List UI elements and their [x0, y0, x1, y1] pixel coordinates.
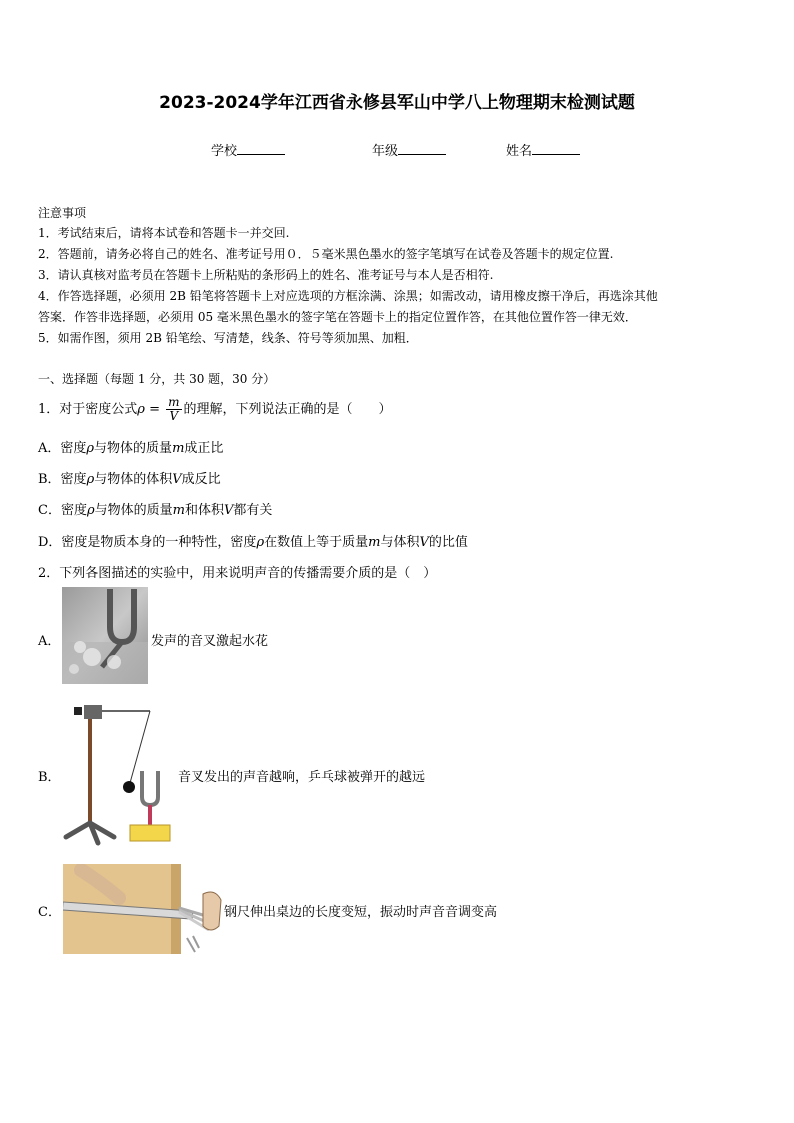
question-1	[38, 396, 392, 423]
q1-option-d[interactable]	[38, 531, 468, 550]
question-2: 2．下列各图描述的实验中，用来说明声音的传播需要介质的是（ ）	[38, 566, 437, 581]
q1-a-mid: 与物体的质量	[94, 441, 173, 456]
notice-heading: 注意事项	[38, 206, 87, 220]
q1-c-mid2: 和体积	[184, 503, 224, 518]
q1-frac-num: m	[168, 395, 180, 409]
q2-option-b-label[interactable]: B．	[38, 770, 61, 785]
q1-d-sym3: V	[419, 535, 429, 550]
tuning-fork-water-image	[62, 587, 148, 684]
name-blank[interactable]	[532, 142, 580, 155]
q1-option-b[interactable]	[38, 468, 221, 487]
q2-option-a-label[interactable]: A．	[38, 634, 61, 649]
q1-frac-den: V	[169, 409, 179, 423]
q1-d-mid2: 与体积	[380, 535, 420, 550]
q1-d-sym2: m	[368, 535, 381, 550]
pendulum-tuning-fork-image	[62, 697, 174, 849]
q1-c-sym2: m	[172, 503, 185, 518]
q1-c-sym3: V	[223, 503, 234, 518]
name-field	[506, 140, 580, 159]
q1-a-sym2: m	[172, 441, 185, 456]
q1-c-label: C．密度	[38, 503, 87, 518]
notice-item-1: 1．考试结束后，请将本试卷和答题卡一并交回.	[38, 226, 290, 240]
school-blank[interactable]	[237, 142, 285, 155]
q1-fraction	[166, 396, 181, 423]
q1-b-end: 成反比	[181, 472, 221, 487]
q1-b-label: B．密度	[38, 472, 87, 487]
notice-item-3: 3．请认真核对监考员在答题卡上所粘贴的条形码上的姓名、准考证号与本人是否相符.	[38, 268, 494, 282]
q1-a-label: A．密度	[38, 441, 87, 456]
q1-d-mid: 在数值上等于质量	[264, 535, 369, 550]
grade-field	[372, 140, 446, 159]
q1-rho: ρ	[137, 402, 145, 417]
notice-item-5: 5．如需作图，须用 2B 铅笔绘、写清楚，线条、符号等须加黑、加粗．	[38, 331, 418, 345]
ruler-table-image	[63, 864, 223, 954]
grade-label: 年级	[372, 144, 399, 159]
q1-option-a[interactable]	[38, 437, 223, 456]
page-title: 2023-2024学年江西省永修县军山中学八上物理期末检测试题	[159, 93, 635, 113]
q1-c-mid: 与物体的质量	[94, 503, 173, 518]
notice-item-4: 4．作答选择题，必须用 2B 铅笔将答题卡上对应选项的方框涂满、涂黑；如需改动，请用橡皮擦干净后，再选涂其他	[38, 289, 658, 303]
q2-option-c-text: 钢尺伸出桌边的长度变短，振动时声音音调变高	[224, 905, 498, 920]
school-label: 学校	[211, 144, 238, 159]
notice-item-2: 2．答题前，请务必将自己的姓名、准考证号用０．５毫米黑色墨水的签字笔填写在试卷及答题卡的规定位置.	[38, 247, 614, 261]
q1-c-end: 都有关	[233, 503, 273, 518]
notice-item-4-cont: 答案．作答非选择题，必须用 05 毫米黑色墨水的签字笔在答题卡上的指定位置作答，在其他位置作答一律无效．	[38, 310, 637, 324]
q1-a-sym1: ρ	[86, 441, 95, 456]
section-heading: 一、选择题（每题 1 分，共 30 题，30 分）	[38, 372, 276, 386]
q1-b-sym2: V	[172, 472, 182, 487]
name-label: 姓名	[506, 144, 533, 159]
q1-a-end: 成正比	[184, 441, 224, 456]
q1-eq: =	[144, 402, 165, 417]
q2-option-a-text: 发声的音叉激起水花	[151, 634, 269, 649]
q1-b-sym1: ρ	[86, 472, 95, 487]
q1-suffix: 的理解，下列说法正确的是（ ）	[183, 402, 392, 417]
school-field	[211, 140, 285, 159]
q2-option-b-description: 音叉发出的声音越响，乒乓球被弹开的越远	[178, 770, 426, 785]
grade-blank[interactable]	[398, 142, 446, 155]
q1-prefix: 1．对于密度公式	[38, 402, 138, 417]
q1-d-label: D．密度是物质本身的一种特性，密度	[38, 535, 257, 550]
q1-c-sym1: ρ	[86, 503, 95, 518]
q1-d-sym1: ρ	[256, 535, 265, 550]
q1-option-c[interactable]	[38, 499, 272, 518]
q1-d-end: 的比值	[428, 535, 468, 550]
q1-b-mid: 与物体的体积	[94, 472, 173, 487]
q2-option-c-label[interactable]: C．	[38, 905, 61, 920]
